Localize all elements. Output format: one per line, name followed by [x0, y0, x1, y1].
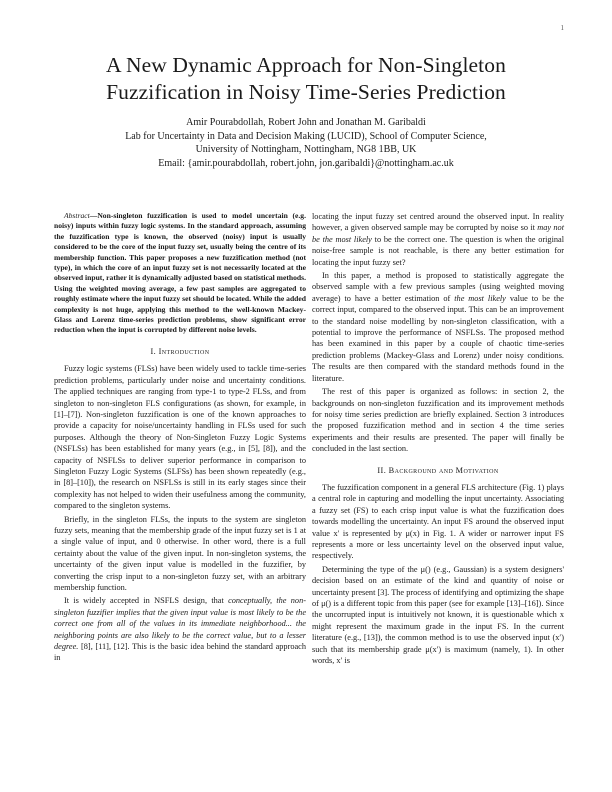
background-paragraph-2: Determining the type of the μ() (e.g., Gaussian) is a system designers' decision based on an estimate of the kind and quantity of noise or uncertainty present [3]. The process of identifying and optimizing the shape of μ() is a different topic from this paper (see for example [13]–[16]). Since the uncorrupted input is intuitively not known, it is questionable which x might represent the maximum grade in the input FS. In the current literature (e.g., [13]), the common method is to use the observed input (x′) such that its membership grade μ(x′) is maximum (namely, 1). In other words, x′ is	[312, 564, 564, 666]
intro-p4-emphasis: may not be the most likely	[312, 223, 564, 244]
left-column	[54, 211, 306, 666]
intro-paragraph-4	[312, 211, 564, 268]
intro-p4-start: locating the input fuzzy set centred around the observed input. In reality however, a given observed sample may be corrupted by noise so it	[312, 212, 564, 233]
email: Email: {amir.pourabdollah, robert.john, jon.garibaldi}@nottingham.ac.uk	[158, 157, 454, 169]
section-heading-background: II. Background and Motivation	[377, 465, 499, 475]
abstract-lead: Abstract	[64, 211, 90, 220]
authors: Amir Pourabdollah, Robert John and Jonathan M. Garibaldi	[186, 117, 426, 128]
intro-p4-end: to be the correct one. The question is when the original noise-free sample is not reachable, is there any better estimation for locating the input fuzzy set?	[312, 234, 565, 267]
title-line-2: Fuzzification in Noisy Time-Series Prediction	[106, 80, 506, 104]
author-block	[40, 116, 572, 170]
intro-paragraph-1: Fuzzy logic systems (FLSs) have been widely used to tackle time-series prediction problems, particularly under noise and uncertainty conditions. The applied techniques are ranging from type-1 to type-2 FLSs, and from singleton to non-singleton FLS configurations (as shown, for example, in [1]–[7]). Non-singleton fuzzification is one of the known approaches to provide a capacity for noise/uncertainty handling in FLSs used for such purposes. Although the theory of Non-Singleton Fuzzy Logic Systems (NSFLSs) has been established for many years (e.g., in [5], [8]), and the capacity of NSFLSs to deliver superior performance in comparison to Singleton Fuzzy Logic Systems (SLFSs) has been shown repeatedly (e.g., in [8]–[10]), the research on NSFLSs is still in its early stages since their complexity has not helped to widen their usefulness among the community, compared to the singleton systems.	[54, 364, 306, 511]
intro-paragraph-5	[312, 270, 564, 384]
title-line-1: A New Dynamic Approach for Non-Singleton	[106, 53, 506, 77]
intro-paragraph-6: The rest of this paper is organized as follows: in section 2, the backgrounds on non-singleton fuzzification and its improvement methods for noisy time series prediction are briefly explained. Section 3 introduces the proposed fuzzification method and in section 4 the time series experiments and their results are presented. The paper will finally be concluded in the last section.	[312, 387, 564, 454]
affiliation-line-1: Lab for Uncertainty in Data and Decision Making (LUCID), School of Computer Science,	[125, 130, 487, 142]
background-paragraph-1: The fuzzification component in a general FLS architecture (Fig. 1) plays a central role in capturing and modelling the input uncertainty. Associating a fuzzy set (FS) to each crisp input value is what the fuzzification does towards modelling the uncertainty. An input FS around the observed input value x′ is represented by μ(x) in Fig. 1. A wider or narrower input FS represents a more or less uncertainty level on the observed input value, respectively.	[312, 482, 564, 561]
paper-title	[40, 52, 572, 106]
intro-paragraph-3	[54, 595, 306, 663]
intro-p3-start: It is widely accepted in NSFLS design, that	[64, 596, 224, 606]
intro-paragraph-2: Briefly, in the singleton FLSs, the inputs to the system are singleton fuzzy sets, meaning that the membership grade of the input fuzzy set is 1 at a single value of input, and 0 otherwise. In other word, there is a full certainty about the value of the given input. In non-singleton systems, the uncertainty of the given input value is modelled in the fuzzifier, by converting the crisp input to a non-singleton fuzzy set, with an arbitrary membership function.	[54, 514, 306, 592]
abstract-text: —Non-singleton fuzzification is used to model uncertain (e.g. noisy) inputs within fuzzy logic systems. In the standard approach, assuming the fuzzification type is known, the observed (noisy) input is usually considered to be the core of the input fuzzy set, usually being the centre of its membership function. This paper proposes a new fuzzification method (not type), in which the core of an input fuzzy set is not necessarily located at the observed input, rather it is dynamically adjusted based on statistical methods. Using the weighted moving average, a few past samples are aggregated to roughly estimate where the input fuzzy set should be located. While the added complexity is not huge, applying this method to the well-known Mackey-Glass and Lorenz time-series prediction problems, show significant error reduction when the input is corrupted by different noise levels.	[54, 211, 306, 335]
abstract	[54, 211, 306, 336]
right-column	[312, 211, 564, 668]
page-number: 1	[560, 24, 564, 32]
intro-p3-quote: conceptually, the non-singleton fuzzifier implies that the given input value is most likely to be the correct one from all of the values in its immediate neighborhood... the neighboring points are also likely to be the correct value, but to a lesser degree.	[54, 596, 306, 652]
section-heading-introduction: I. Introduction	[150, 346, 210, 356]
intro-p5-start: In this paper, a method is proposed to statistically aggregate the observed sample with a few previous samples (using weighted moving average) to have a better estimation of	[312, 271, 564, 303]
intro-p3-end: [8], [11], [12]. This is the basic idea behind the standard approach in	[54, 642, 306, 663]
affiliation-line-2: University of Nottingham, Nottingham, NG8 1BB, UK	[195, 144, 417, 155]
intro-p5-emphasis: the most likely	[454, 293, 506, 303]
intro-p5-end: value to be the correct input, compared to the observed input. This can be an improvement to the standard noise modelling by non-singleton classification, with a potential to improve the performance of NSFLSs. The proposed method has been examined in this paper by a couple of chaotic time-series prediction problems (Mackey-Glass and Lorenz) under noisy conditions. The results are then compared with the standard methods found in the literature.	[312, 293, 564, 383]
